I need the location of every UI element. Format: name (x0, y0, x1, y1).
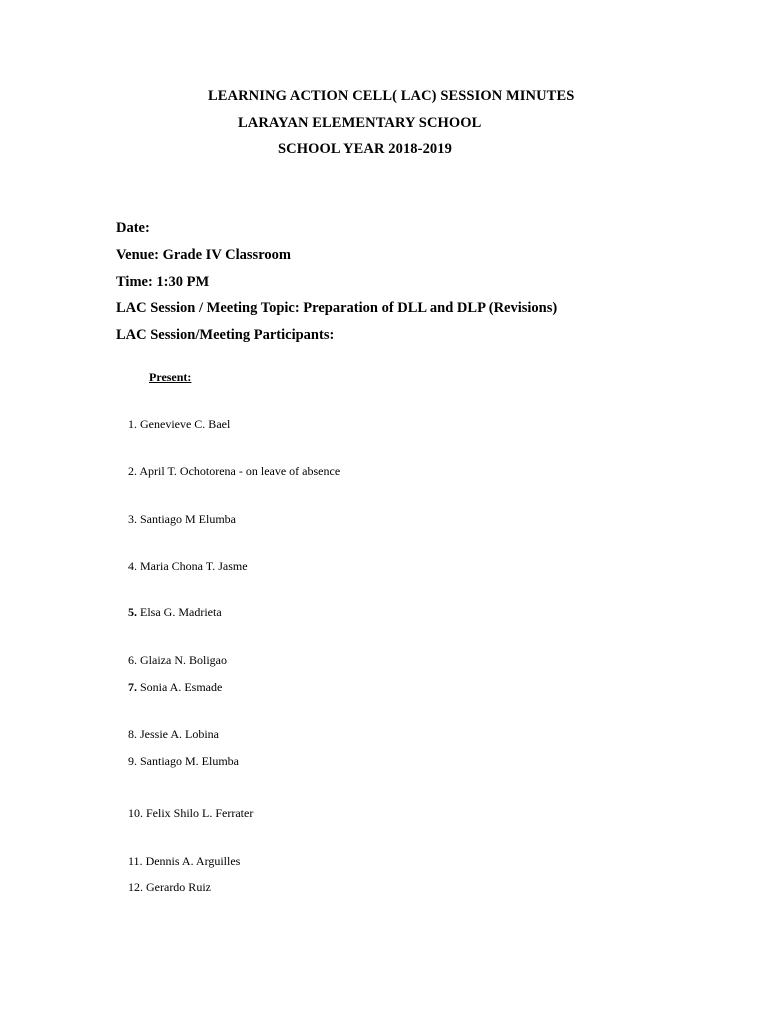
participant-number: 12. (128, 880, 143, 894)
participant-number: 5. (128, 605, 137, 619)
participant-name: Sonia A. Esmade (140, 680, 223, 694)
participant-name: Felix Shilo L. Ferrater (146, 806, 254, 820)
participant-item (128, 605, 222, 620)
participant-name: Elsa G. Madrieta (140, 605, 222, 619)
info-date: Date: (116, 220, 150, 236)
participant-name: Glaiza N. Boligao (140, 653, 227, 667)
participant-item (128, 512, 236, 527)
participant-name: April T. Ochotorena - on leave of absence (139, 464, 341, 478)
school-name: LARAYAN ELEMENTARY SCHOOL (238, 115, 482, 131)
participant-item (128, 653, 227, 668)
participant-number: 6. (128, 653, 137, 667)
participant-item (128, 727, 219, 742)
participant-name: Dennis A. Arguilles (145, 854, 241, 868)
participant-number: 9. (128, 754, 137, 768)
participant-number: 1. (128, 417, 137, 431)
participant-item (128, 464, 340, 479)
participant-name: Santiago M. Elumba (140, 754, 239, 768)
participant-item (128, 754, 239, 769)
participant-number: 3. (128, 512, 137, 526)
participant-name: Santiago M Elumba (140, 512, 236, 526)
info-participants-label: LAC Session/Meeting Participants: (116, 327, 335, 343)
info-venue: Venue: Grade IV Classroom (116, 247, 291, 263)
participant-item (128, 680, 222, 695)
participant-name: Jessie A. Lobina (140, 727, 219, 741)
participant-number: 10. (128, 806, 143, 820)
participant-number: 11. (128, 854, 143, 868)
participant-name: Maria Chona T. Jasme (140, 559, 248, 573)
present-label: Present: (149, 370, 192, 384)
participant-number: 2. (128, 464, 137, 478)
participant-name: Gerardo Ruiz (146, 880, 211, 894)
participant-item (128, 854, 240, 869)
participant-number: 4. (128, 559, 137, 573)
participant-number: 7. (128, 680, 137, 694)
participant-item (128, 559, 248, 574)
participant-item (128, 417, 230, 432)
school-year: SCHOOL YEAR 2018-2019 (278, 141, 452, 157)
info-topic: LAC Session / Meeting Topic: Preparation of DLL and DLP (Revisions) (116, 300, 558, 316)
document-title: LEARNING ACTION CELL( LAC) SESSION MINUTES (208, 88, 575, 104)
info-time: Time: 1:30 PM (116, 274, 210, 290)
participant-number: 8. (128, 727, 137, 741)
participant-item (128, 806, 253, 821)
participant-name: Genevieve C. Bael (140, 417, 231, 431)
participant-item (128, 880, 211, 895)
